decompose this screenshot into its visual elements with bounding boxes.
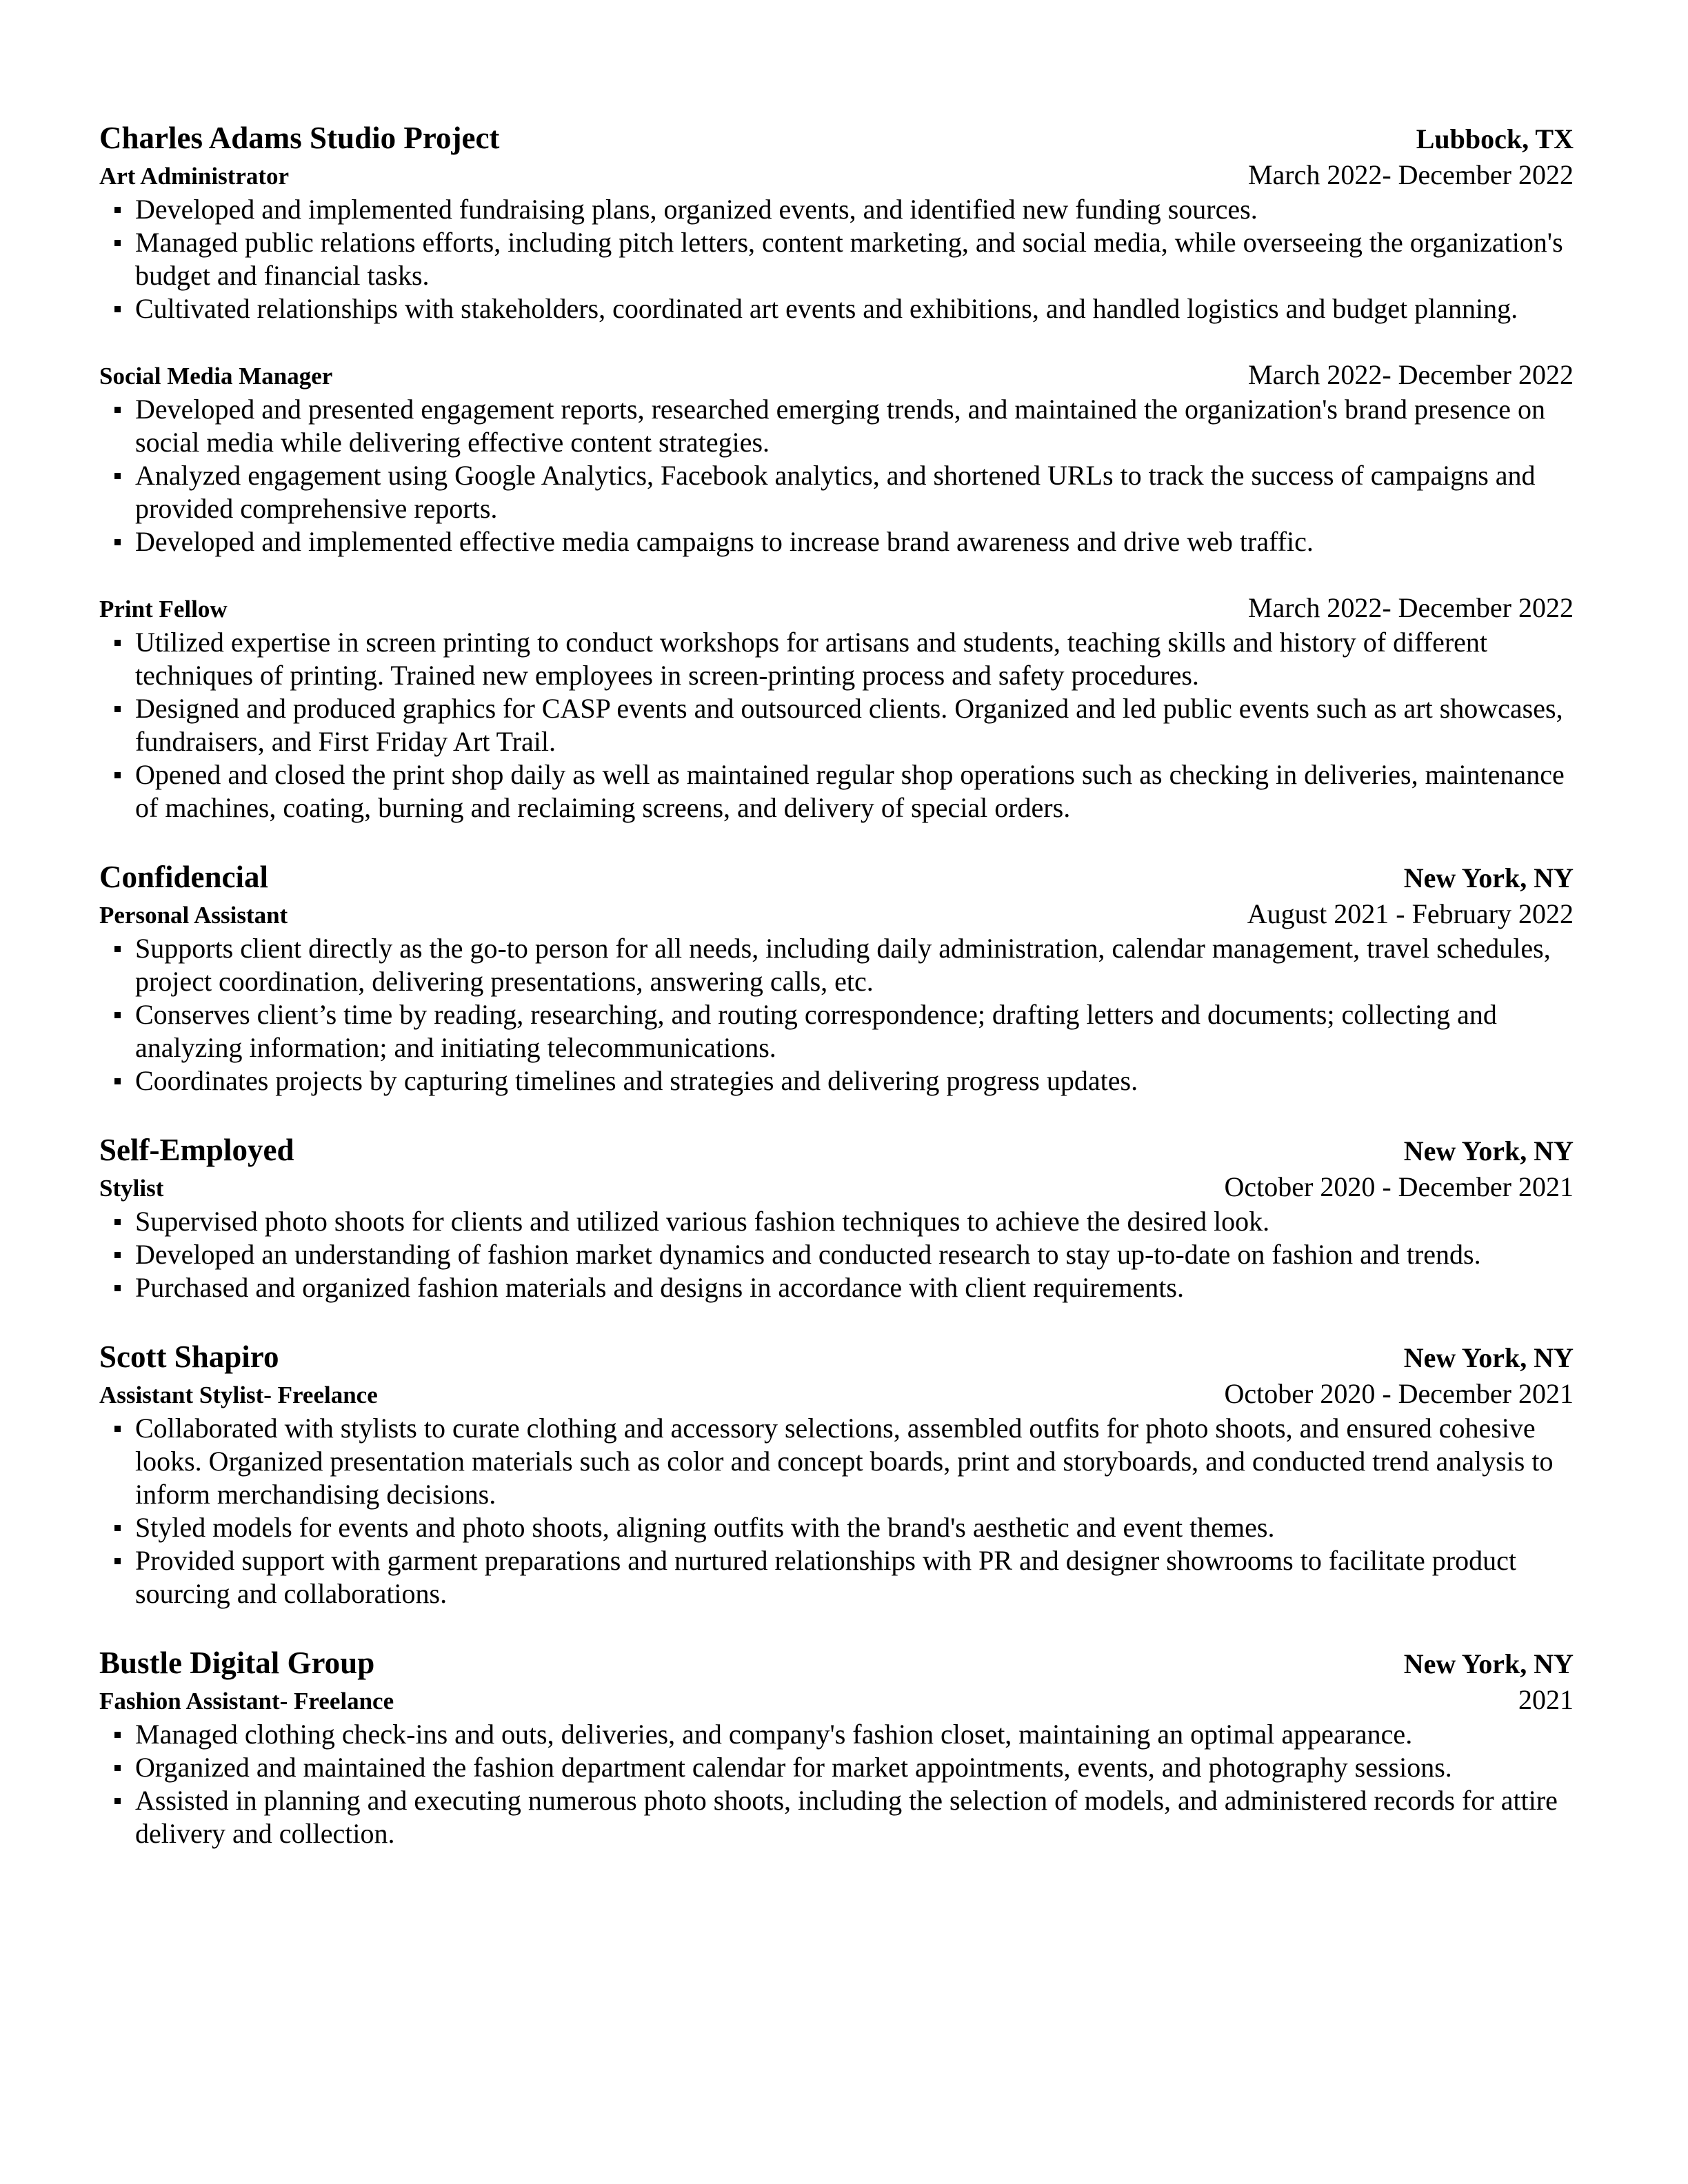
role-block: [99, 159, 1574, 325]
bullet-list: [99, 193, 1574, 325]
company-location: Lubbock, TX: [1416, 123, 1574, 154]
role-header: [99, 898, 1574, 932]
bullet-item: Managed clothing check-ins and outs, deliveries, and company's fashion closet, maintaining an optimal appearance.: [99, 1718, 1574, 1751]
bullet-item: Managed public relations efforts, including pitch letters, content marketing, and social media, while overseeing the organization's budget and financial tasks.: [99, 226, 1574, 292]
company-name: Bustle Digital Group: [99, 1646, 375, 1680]
bullet-item: Assisted in planning and executing numerous photo shoots, including the selection of models, and administered records for attire delivery and collection.: [99, 1784, 1574, 1850]
role-header: [99, 159, 1574, 193]
role-title: Stylist: [99, 1175, 164, 1202]
bullet-list: [99, 393, 1574, 558]
role-block: [99, 1377, 1574, 1610]
company-name: Charles Adams Studio Project: [99, 121, 500, 155]
role-dates: August 2021 - February 2022: [1247, 898, 1574, 929]
company-name: Self-Employed: [99, 1133, 294, 1167]
role-dates: March 2022- December 2022: [1247, 159, 1574, 190]
company-location: New York, NY: [1403, 1135, 1574, 1166]
bullet-item: Cultivated relationships with stakeholders, coordinated art events and exhibitions, and handled logistics and budget planning.: [99, 292, 1574, 325]
company-name: Scott Shapiro: [99, 1339, 279, 1374]
bullet-item: Analyzed engagement using Google Analytics, Facebook analytics, and shortened URLs to track the success of campaigns and provided comprehensive reports.: [99, 459, 1574, 525]
role-header: [99, 592, 1574, 626]
role-header: [99, 358, 1574, 393]
company-location: New York, NY: [1403, 1342, 1574, 1373]
employer-section: [99, 858, 1574, 1098]
bullet-item: Developed and implemented fundraising plans, organized events, and identified new funding sources.: [99, 193, 1574, 226]
employer-header: [99, 1644, 1574, 1684]
role-title: Assistant Stylist- Freelance: [99, 1382, 378, 1408]
role-block: [99, 898, 1574, 1098]
bullet-list: [99, 1412, 1574, 1610]
role-dates: March 2022- December 2022: [1247, 592, 1574, 623]
role-title: Personal Assistant: [99, 902, 288, 929]
bullet-item: Designed and produced graphics for CASP events and outsourced clients. Organized and led public events such as art showcases, fundraisers, and First Friday Art Trail.: [99, 692, 1574, 758]
company-name: Confidencial: [99, 860, 269, 894]
role-dates: March 2022- December 2022: [1247, 359, 1574, 390]
bullet-item: Organized and maintained the fashion department calendar for market appointments, events, and photography sessions.: [99, 1751, 1574, 1784]
role-header: [99, 1684, 1574, 1718]
company-location: New York, NY: [1403, 1648, 1574, 1679]
role-dates: 2021: [1518, 1684, 1574, 1715]
role-dates: October 2020 - December 2021: [1224, 1378, 1574, 1409]
role-title: Print Fellow: [99, 596, 228, 623]
bullet-item: Utilized expertise in screen printing to conduct workshops for artisans and students, teaching skills and history of different techniques of printing. Trained new employees in screen-printing process and safety procedures.: [99, 626, 1574, 692]
role-block: [99, 592, 1574, 825]
role-block: [99, 1171, 1574, 1304]
bullet-item: Developed and presented engagement reports, researched emerging trends, and maintained the organization's brand presence on social media while delivering effective content strategies.: [99, 393, 1574, 459]
role-block: [99, 1684, 1574, 1850]
employer-section: [99, 1131, 1574, 1304]
bullet-item: Developed an understanding of fashion market dynamics and conducted research to stay up-to-date on fashion and trends.: [99, 1238, 1574, 1271]
role-header: [99, 1171, 1574, 1205]
bullet-item: Styled models for events and photo shoots, aligning outfits with the brand's aesthetic and event themes.: [99, 1511, 1574, 1544]
employer-header: [99, 1131, 1574, 1171]
bullet-list: [99, 932, 1574, 1098]
bullet-item: Supports client directly as the go-to person for all needs, including daily administration, calendar management, travel schedules, project coordination, delivering presentations, answering calls, etc.: [99, 932, 1574, 998]
bullet-list: [99, 626, 1574, 825]
role-title: Fashion Assistant- Freelance: [99, 1688, 394, 1715]
employer-section: [99, 1337, 1574, 1610]
role-block: [99, 358, 1574, 558]
role-dates: October 2020 - December 2021: [1224, 1171, 1574, 1202]
bullet-item: Coordinates projects by capturing timelines and strategies and delivering progress updates.: [99, 1064, 1574, 1098]
employer-header: [99, 858, 1574, 898]
role-header: [99, 1377, 1574, 1412]
bullet-item: Developed and implemented effective media campaigns to increase brand awareness and drive web traffic.: [99, 525, 1574, 558]
company-location: New York, NY: [1403, 862, 1574, 893]
bullet-item: Conserves client’s time by reading, researching, and routing correspondence; drafting letters and documents; collecting and analyzing information; and initiating telecommunications.: [99, 998, 1574, 1064]
employer-section: [99, 119, 1574, 825]
bullet-list: [99, 1718, 1574, 1850]
resume-experience: [99, 119, 1574, 1883]
bullet-item: Purchased and organized fashion materials and designs in accordance with client requirements.: [99, 1271, 1574, 1304]
employer-header: [99, 1337, 1574, 1377]
role-title: Art Administrator: [99, 163, 290, 190]
bullet-list: [99, 1205, 1574, 1304]
role-title: Social Media Manager: [99, 363, 333, 390]
bullet-item: Provided support with garment preparations and nurtured relationships with PR and designer showrooms to facilitate product sourcing and collaborations.: [99, 1544, 1574, 1610]
bullet-item: Collaborated with stylists to curate clothing and accessory selections, assembled outfits for photo shoots, and ensured cohesive looks. Organized presentation materials such as color and concept boards, print and storyboards, and conducted trend analysis to inform merchandising decisions.: [99, 1412, 1574, 1511]
bullet-item: Supervised photo shoots for clients and utilized various fashion techniques to achieve the desired look.: [99, 1205, 1574, 1238]
employer-header: [99, 119, 1574, 159]
bullet-item: Opened and closed the print shop daily as well as maintained regular shop operations such as checking in deliveries, maintenance of machines, coating, burning and reclaiming screens, and delivery of special orders.: [99, 758, 1574, 825]
employer-section: [99, 1644, 1574, 1850]
